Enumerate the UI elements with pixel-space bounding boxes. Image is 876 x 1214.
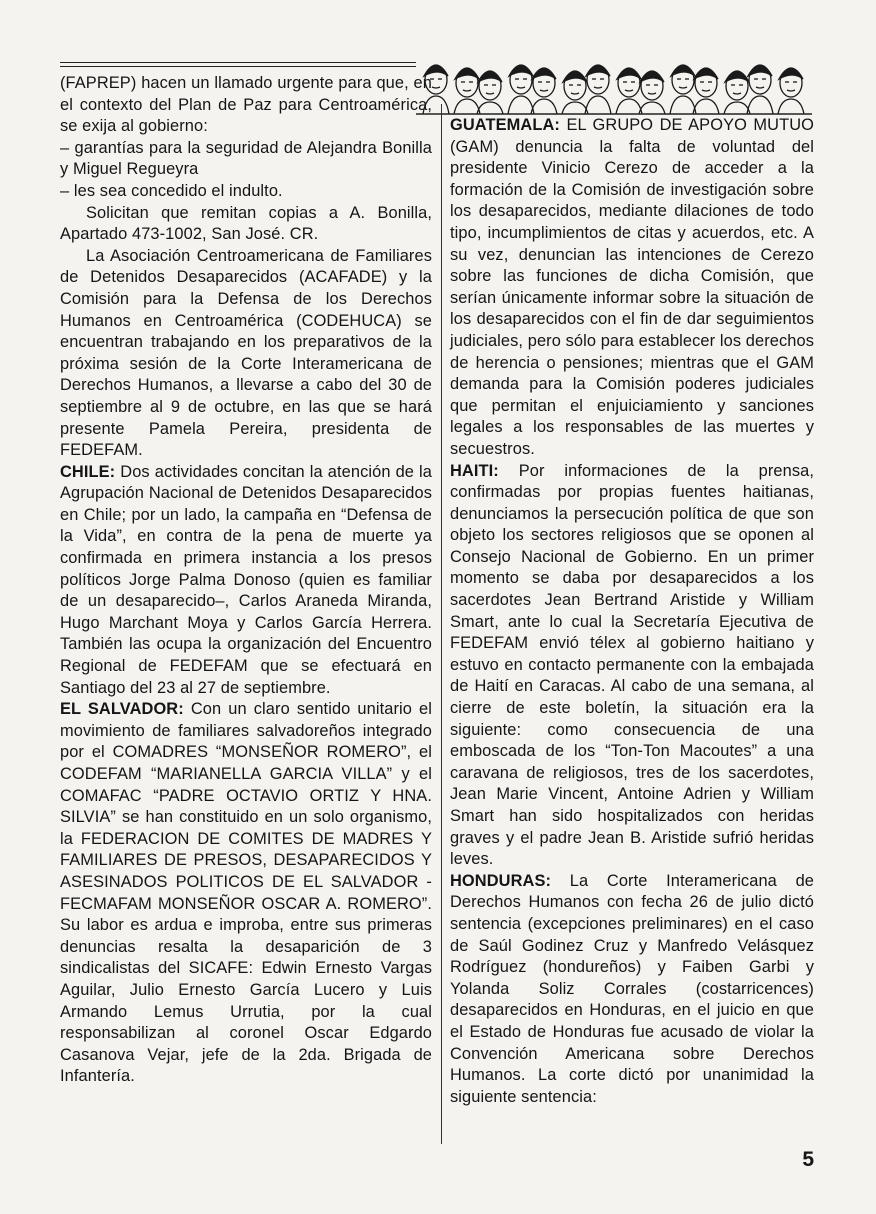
hair-sketch [478, 71, 502, 82]
hair-sketch [586, 65, 610, 76]
hair-sketch [563, 71, 587, 82]
top-rule-secondary [60, 66, 416, 67]
top-rule [60, 62, 416, 63]
haiti-section [450, 461, 814, 871]
haiti-heading: HAITI: [450, 461, 499, 480]
shoulders-sketch [531, 99, 557, 114]
page-number: 5 [802, 1148, 814, 1171]
hair-sketch [748, 65, 772, 76]
haiti-body: Por informaciones de la prensa, confirmadas por propias fuentes haitianas, denunciamos la persecución política de que son objeto los sectores religiosos que se oponen al Consejo Nacional de Gobierno. En un primer momento se daba por desaparecidos a los sacerdotes Jean Bertrand Aristide y William Smart, ante lo cual la Secretaría Ejecutiva de FEDEFAM envió télex al gobierno haitiano y estuvo en contacto permanente con la embajada de Haití en Caracas. Al cabo de una semana, al cierre de este boletín, la situación era la siguiente: como consecuencia de una emboscada de los “Ton-Ton Macoutes” a una caravana de religiosos, tres de los sacerdotes, Jean Marie Vincent, Antoine Adrien y William Smart han sido hospitalizados con heridas graves y el padre Jean B. Aristide sufrió heridas leves. [450, 461, 815, 869]
mouth-sketch [756, 87, 764, 88]
guatemala-body: EL GRUPO DE APOYO MUTUO (GAM) denuncia la falta de voluntad del presidente Vinicio Cerezo de acceder a la formación de la Comisión de investigación sobre los desaparecidos, mediante dilaciones de todo tipo, incumplimientos de citas y acuerdos, etc. A su vez, denuncian las intenciones de Cerezo sobre las funciones de dicha Comisión, que serían únicamente informar sobre la situación de los desaparecidos con el fin de dar seguimientos judiciales, pero sólo para establecer los derechos de herencia o pensiones; mientras que el GAM demanda para la Comisión poderes judiciales que permitan el enjuiciamiento y sanciones legales a los responsables de las muertes y secuestros. [450, 116, 815, 458]
shoulders-sketch [616, 99, 642, 114]
el-salvador-body: Con un claro sentido unitario el movimiento de familiares salvadoreños integrado por el COMADRES “MONSEÑOR ROMERO”, el CODEFAM “MARIANELLA GARCIA VILLA” y el COMAFAC “PADRE OCTAVIO ORTIZ Y HNA. SILVIA” se han constituido en un solo organismo, la FEDERACION DE COMITES DE MADRES Y FAMILIARES DE PRESOS, DESAPARECIDOS Y ASESINADOS POLITICOS DE EL SALVADOR - FECMAFAM MONSEÑOR OSCAR A. ROMERO”. Su labor es ardua e improba, entre sus primeras denuncias resalta la desaparición de 3 sindicalistas del SICAFE: Edwin Ernesto Vargas Aguilar, Julio Ernesto García Lucero y Luis Armando Lemus Urrutia, por la cual responsabilizan al coronel Oscar Edgardo Casanova Vejar, jefe de la 2da. Brigada de Infantería. [60, 700, 432, 1086]
shoulders-sketch [562, 102, 588, 114]
mouth-sketch [517, 87, 525, 88]
crowd-of-faces-illustration-icon [416, 50, 812, 116]
chile-heading: CHILE: [60, 462, 116, 481]
mouth-sketch [679, 87, 687, 88]
shoulders-sketch [670, 96, 696, 114]
shoulders-sketch [585, 96, 611, 114]
hair-sketch [509, 65, 533, 76]
faprep-appeal-paragraph: (FAPREP) hacen un llamado urgente para que, en el contexto del Plan de Paz para Centroamérica, se exija al gobierno: [60, 74, 432, 136]
chile-body: Dos actividades concitan la atención de la Agrupación Nacional de Detenidos Desaparecidos en Chile; por un lado, la campaña en “Defensa de la Vida”, en contra de la pena de muerte ya confirmada en primera instancia a los presos políticos Jorge Palma Donoso (quien es familiar de un desaparecido–, Carlos Araneda Miranda, Hugo Marchant Moya y Carlos García Herrera. También las ocupa la organización del Encuentro Regional de FEDEFAM que se efectuará en Santiago del 23 al 27 de septiembre. [60, 462, 433, 697]
shoulders-sketch [747, 96, 773, 114]
honduras-heading: HONDURAS: [450, 871, 552, 890]
shoulders-sketch [477, 102, 503, 114]
hair-sketch [455, 68, 479, 79]
column-divider [441, 104, 442, 1144]
guatemala-heading: GUATEMALA: [450, 116, 560, 134]
mouth-sketch [702, 90, 710, 91]
mouth-sketch [571, 93, 579, 94]
mouth-sketch [486, 93, 494, 94]
honduras-body: La Corte Interamericana de Derechos Humanos con fecha 26 de julio dictó sentencia (excepciones preliminares) en el caso de Saúl Godinez Cruz y Manfredo Velásquez Rodríguez (hondureños) y Faiben Garbi y Yolanda Soliz Corrales (costarricences) desaparecidos en Honduras, en el juicio en que el Estado de Honduras fue acusado de violar la Convención Americana sobre Derechos Humanos. La corte dictó por unanimidad la siguiente sentencia: [450, 871, 814, 1106]
mouth-sketch [648, 93, 656, 94]
shoulders-sketch [639, 102, 665, 114]
chile-section [60, 462, 432, 700]
hair-sketch [640, 71, 664, 82]
honduras-section [450, 871, 814, 1109]
el-salvador-section [60, 699, 432, 1088]
copies-request-paragraph: Solicitan que remitan copias a A. Bonilla, Apartado 473-1002, San José. CR. [60, 203, 432, 244]
shoulders-sketch [508, 96, 534, 114]
mouth-sketch [787, 90, 795, 91]
hair-sketch [617, 68, 641, 79]
left-column [60, 73, 432, 1088]
shoulders-sketch [724, 102, 750, 114]
hair-sketch [671, 65, 695, 76]
acafade-paragraph: La Asociación Centroamericana de Familiares de Detenidos Desaparecidos (ACAFADE) y la Comisión para la Defensa de los Derechos Humanos en Centroamérica (CODEHUCA) se encuentran trabajando en los preparativos de la próxima sesión de la Corte Interamericana de Derechos Humanos, a llevarse a cabo del 30 de septiembre al 9 de octubre, en las que se hará presente Pamela Pereira, presidenta de FEDEFAM. [60, 246, 432, 460]
mouth-sketch [594, 87, 602, 88]
hair-sketch [694, 68, 718, 79]
mouth-sketch [625, 90, 633, 91]
shoulders-sketch [693, 99, 719, 114]
mouth-sketch [540, 90, 548, 91]
shoulders-sketch [778, 99, 804, 114]
shoulders-sketch [454, 99, 480, 114]
demand-item-pardon: – les sea concedido el indulto. [60, 181, 283, 200]
el-salvador-heading: EL SALVADOR: [60, 700, 184, 719]
hair-sketch [779, 68, 803, 79]
hair-sketch [532, 68, 556, 79]
hair-sketch [725, 71, 749, 82]
guatemala-section [450, 115, 814, 461]
mouth-sketch [432, 87, 440, 88]
mouth-sketch [463, 90, 471, 91]
demand-item-safety: – garantías para la seguridad de Alejandra Bonilla y Miguel Regueyra [60, 138, 432, 179]
right-column [450, 115, 814, 1108]
mouth-sketch [733, 93, 741, 94]
